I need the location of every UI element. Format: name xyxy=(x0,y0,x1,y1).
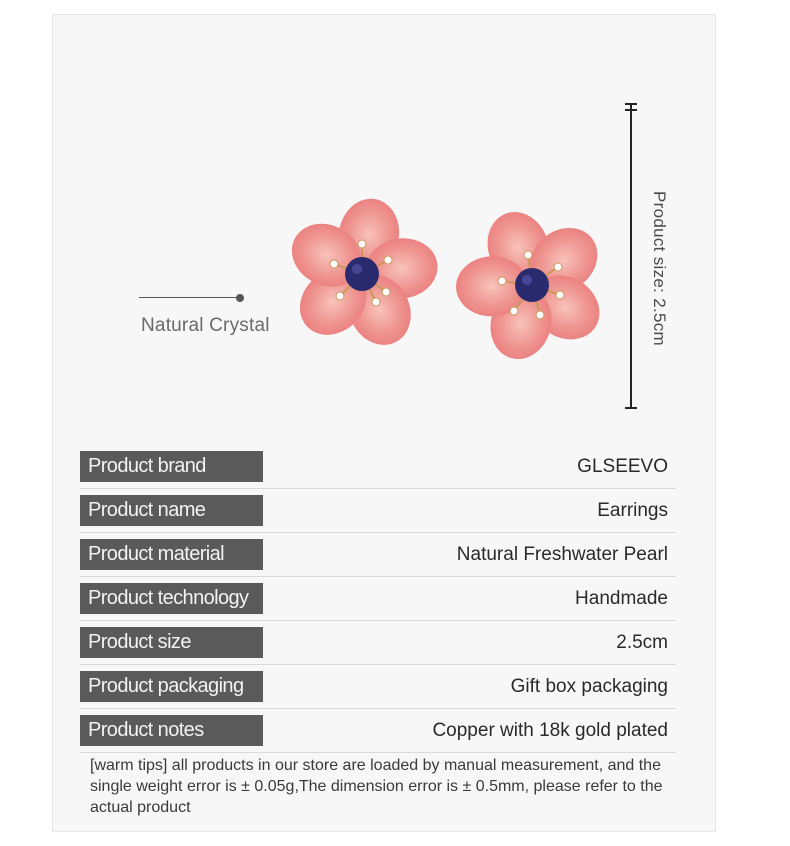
spec-value: GLSEEVO xyxy=(577,456,668,477)
spec-label: Product name xyxy=(80,495,263,526)
spec-value: Natural Freshwater Pearl xyxy=(456,544,668,565)
spec-value: Gift box packaging xyxy=(510,676,668,697)
spec-row-name xyxy=(80,489,676,533)
spec-row-notes xyxy=(80,709,676,753)
earring-right-image xyxy=(454,207,610,363)
spec-label: Product packaging xyxy=(80,671,263,702)
size-label: Product size: 2.5cm xyxy=(650,191,669,346)
spec-value: Earrings xyxy=(597,500,668,521)
earring-left-image xyxy=(286,198,438,350)
warm-tips-text: [warm tips] all products in our store are loaded by manual measurement, and the single weight error is ± 0.05g,The dimension error is ± 0.5mm, please refer to the actual product xyxy=(90,757,663,816)
spec-row-packaging xyxy=(80,665,676,709)
size-rule xyxy=(630,104,632,409)
product-hero xyxy=(53,15,717,445)
spec-value: 2.5cm xyxy=(616,632,668,653)
spec-row-material xyxy=(80,533,676,577)
callout-line xyxy=(139,297,241,298)
spec-row-technology xyxy=(80,577,676,621)
spec-label: Product technology xyxy=(80,583,263,614)
spec-label: Product size xyxy=(80,627,263,658)
size-rule-bottom-tick xyxy=(625,407,637,409)
product-info-card xyxy=(52,14,716,832)
lapis-center xyxy=(345,257,379,291)
spec-label: Product brand xyxy=(80,451,263,482)
spec-label: Product notes xyxy=(80,715,263,746)
spec-table xyxy=(80,445,676,753)
lapis-center xyxy=(515,268,549,302)
spec-row-brand xyxy=(80,445,676,489)
spec-row-size xyxy=(80,621,676,665)
spec-value: Handmade xyxy=(575,588,668,609)
spec-label: Product material xyxy=(80,539,263,570)
material-callout-label: Natural Crystal xyxy=(141,315,270,336)
callout-dot xyxy=(236,294,244,302)
spec-value: Copper with 18k gold plated xyxy=(432,720,668,741)
